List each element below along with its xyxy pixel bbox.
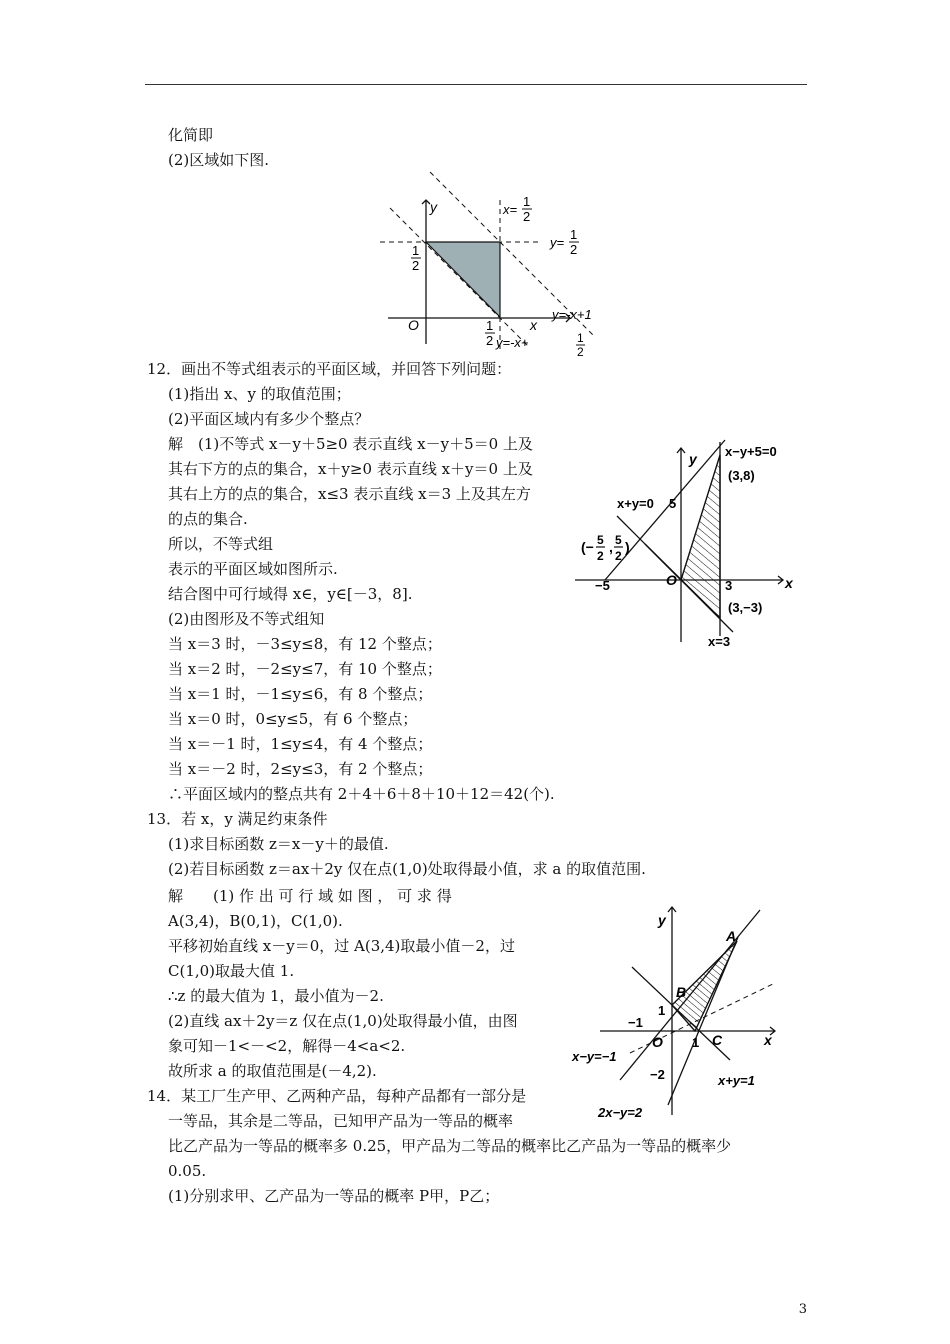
half-num: 1	[486, 318, 494, 333]
text-line: ∴z 的最大值为 1，最小值为－2.	[168, 987, 384, 1005]
figure-region-1	[380, 172, 630, 362]
text-line: (2)平面区域内有多少个整点？	[168, 410, 370, 428]
text-line: (1)分别求甲、乙产品为一等品的概率 P甲，P乙；	[168, 1187, 500, 1205]
text-line: A(3,4)，B(0,1)，C(1,0).	[168, 912, 343, 930]
text-line: 当 x＝2 时，－2≤y≤7，有 10 个整点；	[168, 660, 442, 678]
text-line: (2)直线 ax＋2y＝z 仅在点(1,0)处取得最小值，由图	[168, 1012, 518, 1030]
text-line: 其右下方的点的集合，x＋y≥0 表示直线 x＋y＝0 上及	[168, 460, 533, 478]
text-line: 故所求 a 的取值范围是(－4,2).	[168, 1062, 377, 1080]
label-y-eq: y=	[550, 235, 565, 250]
label-x-eq: x=	[503, 202, 518, 217]
tick-5: 5	[669, 496, 677, 511]
text-line: 比乙产品为一等品的概率多 0.25，甲产品为二等品的概率比乙产品为一等品的概率少	[168, 1137, 732, 1155]
origin-label: O	[666, 572, 677, 588]
shaded-region	[645, 455, 720, 618]
label-line1: y=-x+1	[552, 307, 592, 322]
text-line: 所以，不等式组	[168, 535, 274, 553]
tick-1-x: 1	[692, 1035, 700, 1050]
q13-title: 13．若 x，y 满足约束条件	[147, 810, 328, 828]
half-den: 2	[577, 345, 584, 359]
axis-label-y: y	[430, 199, 437, 215]
figure-region-2	[565, 440, 805, 655]
text-line: (1)指出 x、y 的取值范围；	[168, 385, 351, 403]
tick-m1: −1	[628, 1015, 643, 1030]
half-num: 1	[412, 243, 420, 258]
label-point-38: (3,8)	[728, 468, 755, 483]
text-line: 解 (1) 作 出 可 行 域 如 图 ， 可 求 得	[168, 887, 452, 905]
svg-text:): )	[625, 539, 630, 555]
label-line2: y=-x+	[496, 335, 529, 350]
half-den: 2	[570, 242, 578, 257]
tick-m2: −2	[650, 1067, 665, 1082]
text-line: 当 x＝－2 时，2≤y≤3，有 2 个整点；	[168, 760, 433, 778]
text-line: 表示的平面区域如图所示.	[168, 560, 338, 578]
text-line: 平移初始直线 x－y＝0，过 A(3,4)取最小值－2，过	[168, 937, 515, 955]
frac-den: 2	[615, 549, 622, 563]
half-den: 2	[523, 209, 531, 224]
q12-title: 12．画出不等式组表示的平面区域，并回答下列问题：	[147, 360, 512, 378]
half-num: 1	[570, 227, 578, 242]
label-line-l1: x−y=−1	[572, 1049, 617, 1064]
figure-region-3	[570, 895, 785, 1125]
text-line: 当 x＝－1 时，1≤y≤4，有 4 个整点；	[168, 735, 433, 753]
half-num: 1	[523, 194, 531, 209]
text-line: (2)区域如下图.	[168, 151, 270, 169]
frac-num: 5	[597, 533, 604, 547]
text-line: 0.05.	[168, 1162, 207, 1180]
label-point-neg: (−	[581, 539, 594, 555]
origin-label: O	[652, 1034, 663, 1050]
text-line: 象可知－1<－<2，解得－4<a<2.	[168, 1037, 406, 1055]
frac-num: 5	[615, 533, 622, 547]
tick-3: 3	[725, 578, 733, 593]
page-number: 3	[798, 1302, 807, 1317]
frac-den: 2	[597, 549, 604, 563]
label-line-l2: x+y=1	[718, 1073, 755, 1088]
text-line: C(1,0)取最大值 1.	[168, 962, 295, 980]
origin-label: O	[408, 317, 419, 333]
label-line-l3: 2x−y=2	[598, 1105, 643, 1120]
label-line-xy0: x+y=0	[617, 496, 654, 511]
axis-label-x: x	[764, 1032, 772, 1048]
svg-text:,: ,	[609, 539, 613, 555]
text-line: 一等品，其余是二等品，已知甲产品为一等品的概率	[168, 1112, 514, 1130]
text-line: 当 x＝3 时，－3≤y≤8，有 12 个整点；	[168, 635, 442, 653]
text-line: 解 (1)不等式 x－y＋5≥0 表示直线 x－y＋5＝0 上及	[168, 435, 533, 453]
text-line: 的点的集合.	[168, 510, 248, 528]
point-label-c: C	[712, 1032, 723, 1048]
text-line: 化简即	[168, 126, 214, 144]
axis-label-y: y	[689, 451, 697, 467]
text-line: (1)求目标函数 z＝x－y＋的最值.	[168, 835, 389, 853]
q14-title: 14．某工厂生产甲、乙两种产品，每种产品都有一部分是	[147, 1087, 527, 1105]
text-line: ∴平面区域内的整点共有 2＋4＋6＋8＋10＋12＝42(个).	[168, 785, 555, 803]
text-line: (2)若目标函数 z＝ax＋2y 仅在点(1,0)处取得最小值，求 a 的取值范围.	[168, 860, 646, 878]
text-line: 结合图中可行域得 x∈，y∈[－3，8].	[168, 585, 413, 603]
point-label-a: A	[726, 928, 737, 944]
label-point-33: (3,−3)	[728, 600, 763, 615]
text-line: 其右上方的点的集合，x≤3 表示直线 x＝3 上及其左方	[168, 485, 531, 503]
axis-label-x: x	[530, 317, 537, 333]
half-den: 2	[412, 258, 420, 273]
text-line: 当 x＝0 时，0≤y≤5，有 6 个整点；	[168, 710, 418, 728]
tick-1-y: 1	[658, 1003, 666, 1018]
tick-m5: −5	[595, 578, 610, 593]
label-line-x3: x=3	[708, 634, 731, 649]
half-den: 2	[486, 333, 494, 348]
label-line-top: x−y+5=0	[725, 444, 777, 459]
axis-label-x: x	[785, 575, 793, 591]
axis-label-y: y	[658, 912, 666, 928]
text-line: (2)由图形及不等式组知	[168, 610, 325, 628]
point-label-b: B	[676, 984, 687, 1000]
header-rule	[145, 84, 807, 85]
half-num: 1	[577, 331, 584, 345]
text-line: 当 x＝1 时，－1≤y≤6，有 8 个整点；	[168, 685, 433, 703]
